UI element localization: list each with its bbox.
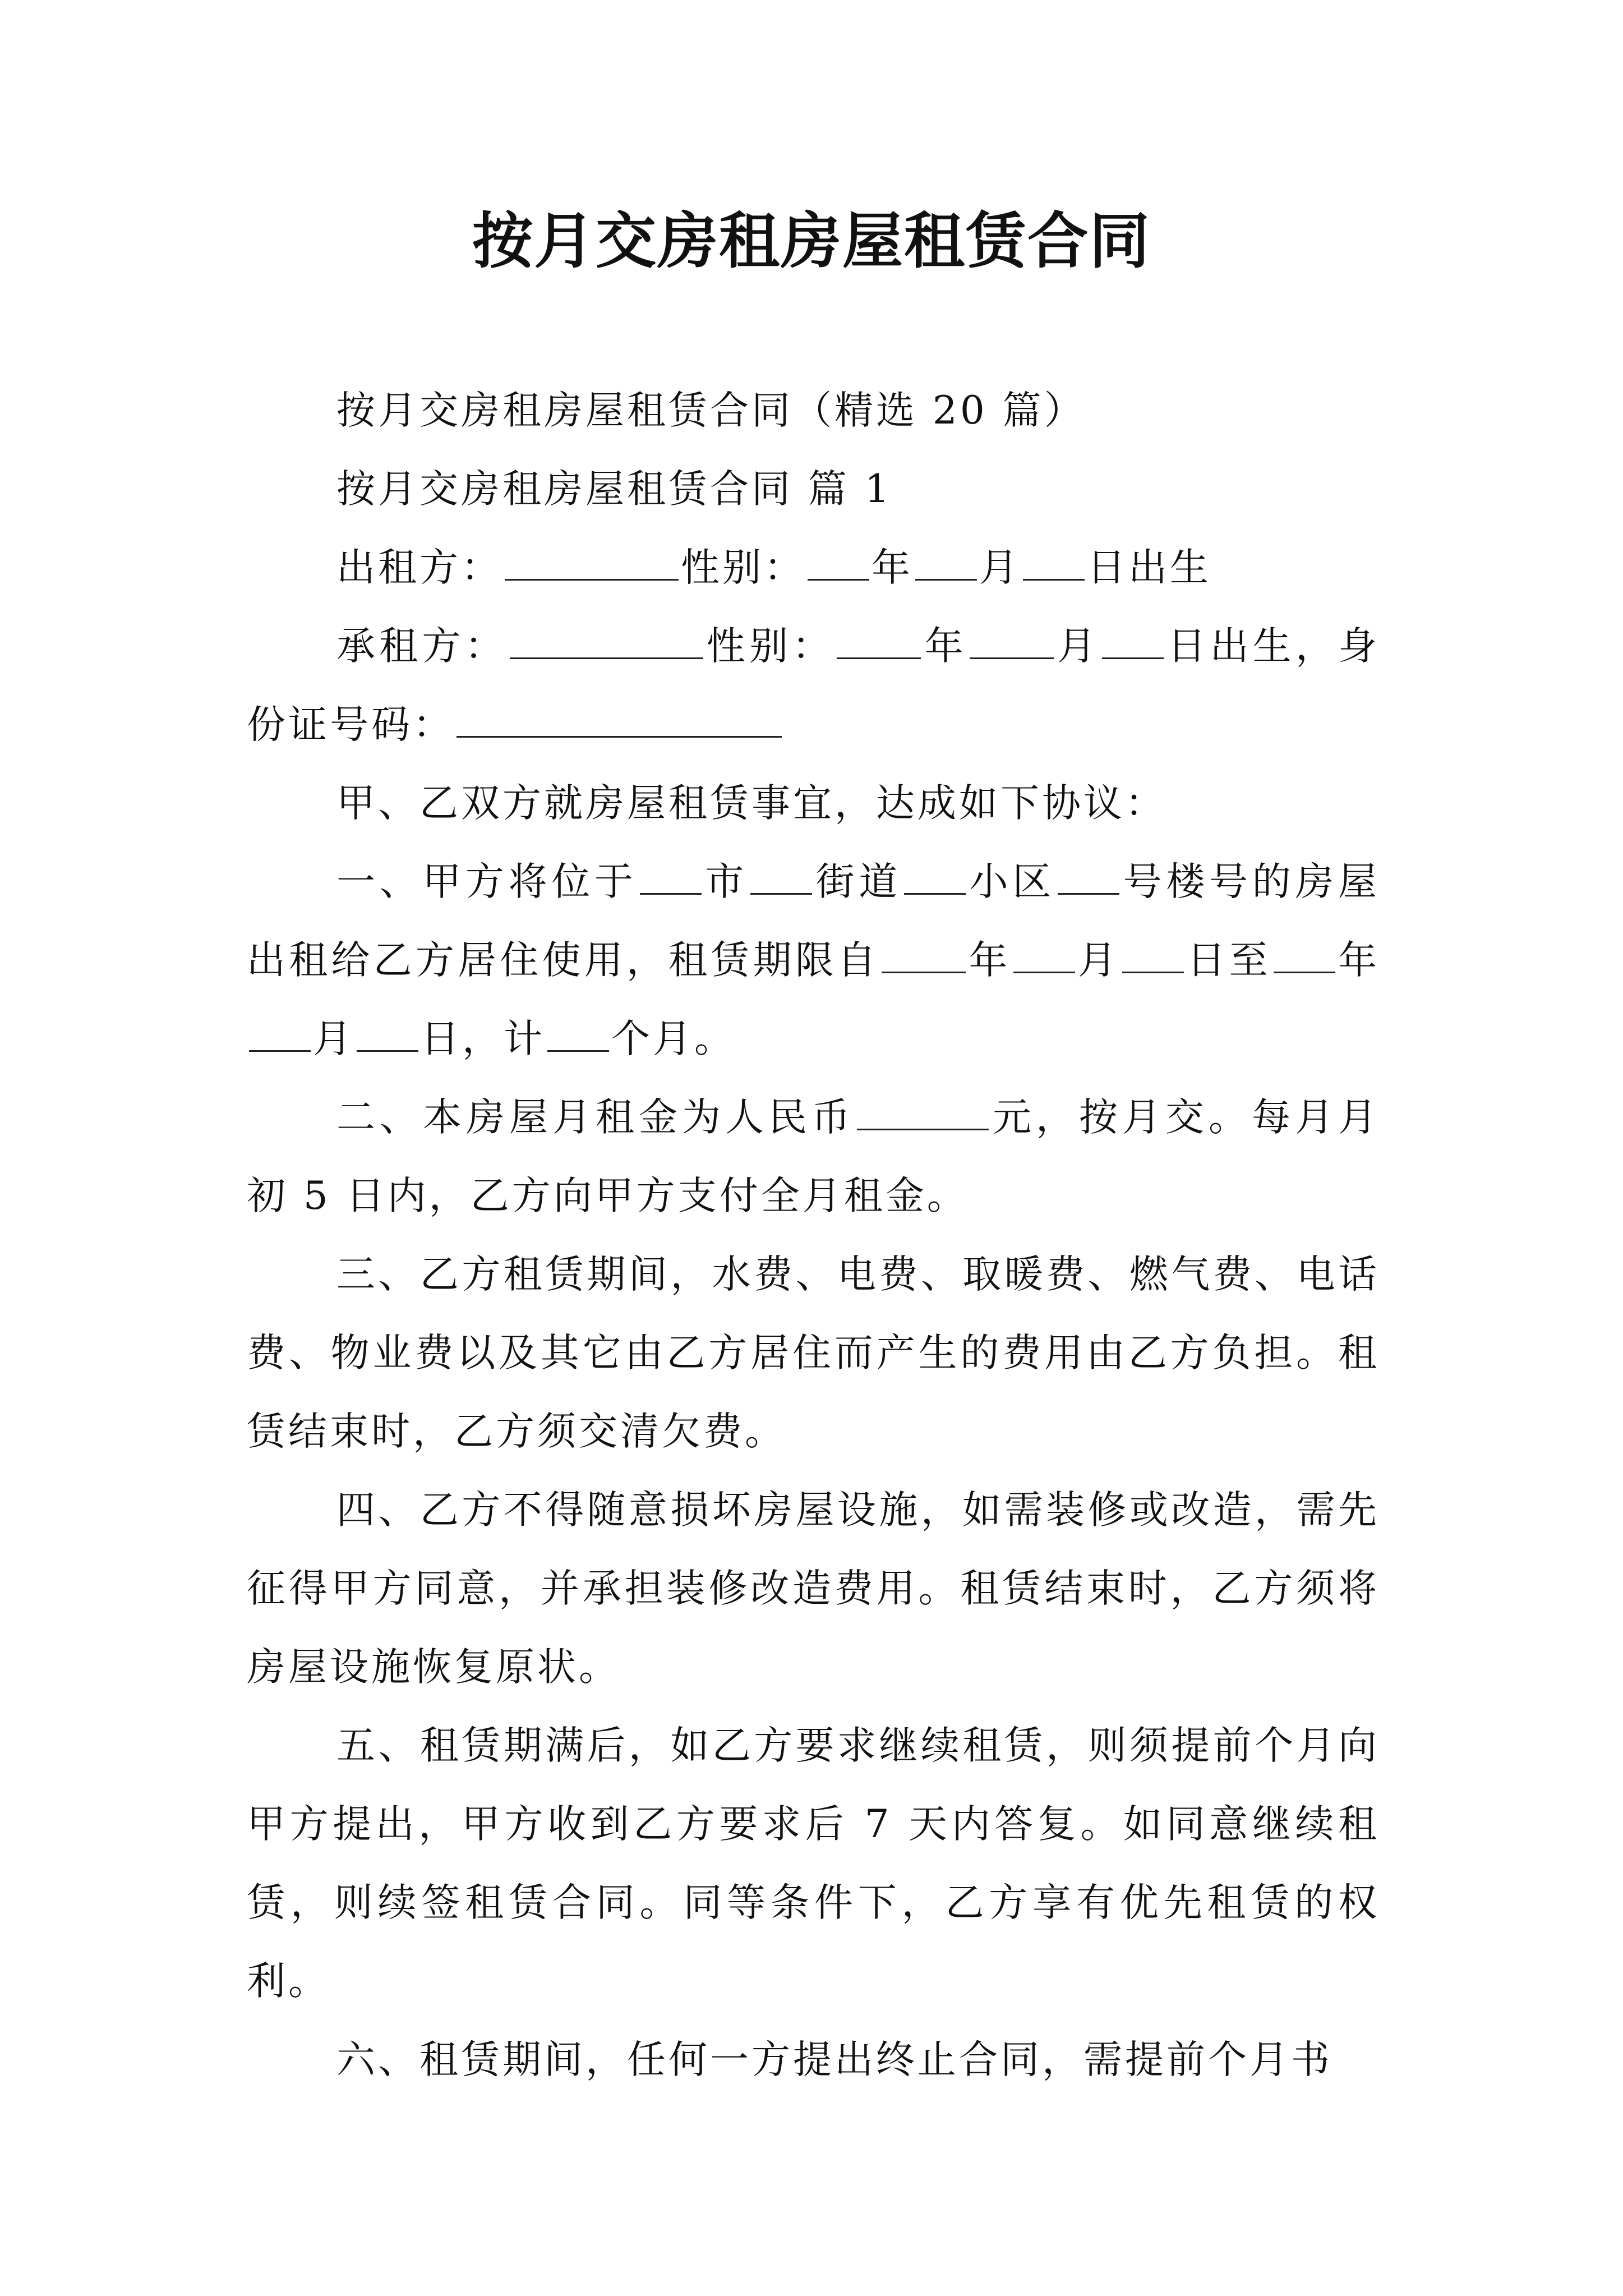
document-title: 按月交房租房屋租赁合同 (472, 206, 1151, 277)
clause-1-end-month: 月 (313, 1016, 354, 1061)
lessee-gender-label: 性别： (705, 624, 835, 669)
lessee-gender-blank (837, 625, 921, 659)
agreement-intro: 甲、乙双方就房屋租赁事宜，达成如下协议： (336, 781, 1166, 826)
clause-2-rest: 元，按月交。每月月初 5 日内，乙方向甲方支付全月租金。 (247, 1095, 1380, 1218)
clause-5: 五、租赁期满后，如乙方要求继续租赁，则须提前个月向甲方提出，甲方收到乙方要求后 7 天内答复。如同意继续租赁，则续签租赁合同。同等条件下，乙方享有优先租赁的权利。 (247, 1723, 1380, 2004)
lessor-born: 日出生 (1087, 545, 1211, 590)
rent-amount-blank (857, 1096, 989, 1130)
clause-4: 四、乙方不得随意损坏房屋设施，如需装修或改造，需先征得甲方同意，并承担装修改造费用。租赁结束时，乙方须将房屋设施恢复原状。 (247, 1488, 1380, 1690)
lessor-name-blank (505, 546, 679, 581)
street-blank (750, 861, 812, 895)
city-blank (640, 861, 702, 895)
lessee-name-blank (510, 625, 703, 659)
clause-1-start-year: 年 (968, 938, 1011, 983)
clause-1-months: 个月。 (611, 1016, 736, 1061)
clause-1 (247, 843, 1380, 1078)
lessee-label: 承租方： (336, 624, 508, 669)
lessor-month: 月 (979, 545, 1021, 590)
clause-1-to: 日至 (1186, 938, 1271, 983)
clause-1-text: 一、甲方将位于 (336, 859, 638, 904)
clause-6: 六、租赁期间，任何一方提出终止合同，需提前个月书 (336, 2037, 1332, 2082)
clause-3: 三、乙方租赁期间，水费、电费、取暖费、燃气费、电话费、物业费以及其它由乙方居住而产生的费用由乙方负担。租赁结束时，乙方须交清欠费。 (247, 1252, 1380, 1454)
lessee-line (247, 607, 1380, 764)
subtitle: 按月交房租房屋租赁合同（精选 20 篇） (336, 388, 1086, 433)
clause-1-city: 市 (703, 859, 749, 904)
start-day-blank (1122, 939, 1184, 973)
months-blank (547, 1018, 609, 1052)
lessor-gender-blank (808, 546, 869, 581)
lessor-gender-label: 性别： (681, 545, 805, 590)
lessee-day-blank (1102, 625, 1164, 659)
community-blank (904, 861, 966, 895)
lessor-month-blank (915, 546, 977, 581)
end-day-blank (357, 1018, 418, 1052)
lessee-born: 日出生，身份证号码： (247, 624, 1380, 747)
clause-1-building: 号楼号的房屋出租给乙方居住使用，租赁期限自 (247, 859, 1380, 983)
start-month-blank (1013, 939, 1075, 973)
lessee-month: 月 (1055, 624, 1100, 669)
lessor-line (247, 528, 1380, 607)
end-month-blank (249, 1018, 311, 1052)
lessee-year: 年 (923, 624, 967, 669)
section-heading: 按月交房租房屋租赁合同 篇 1 (336, 467, 892, 512)
lessee-month-blank (970, 625, 1054, 659)
id-number-blank (457, 703, 782, 738)
document-body (247, 371, 1380, 2099)
clause-2 (247, 1078, 1380, 1235)
clause-1-community: 小区 (968, 859, 1056, 904)
building-blank (1058, 861, 1119, 895)
clause-1-total: 日，计 (421, 1016, 545, 1061)
end-year-blank (1274, 939, 1335, 973)
clause-1-street: 街道 (814, 859, 902, 904)
start-year-blank (882, 939, 966, 973)
lessor-year: 年 (872, 545, 913, 590)
clause-2-text: 二、本房屋月租金为人民币 (336, 1095, 855, 1140)
lessor-day-blank (1023, 546, 1085, 581)
lessor-label: 出租方： (336, 545, 502, 590)
clause-1-start-month: 月 (1077, 938, 1121, 983)
clause-1-end-year: 年 (1337, 938, 1380, 983)
